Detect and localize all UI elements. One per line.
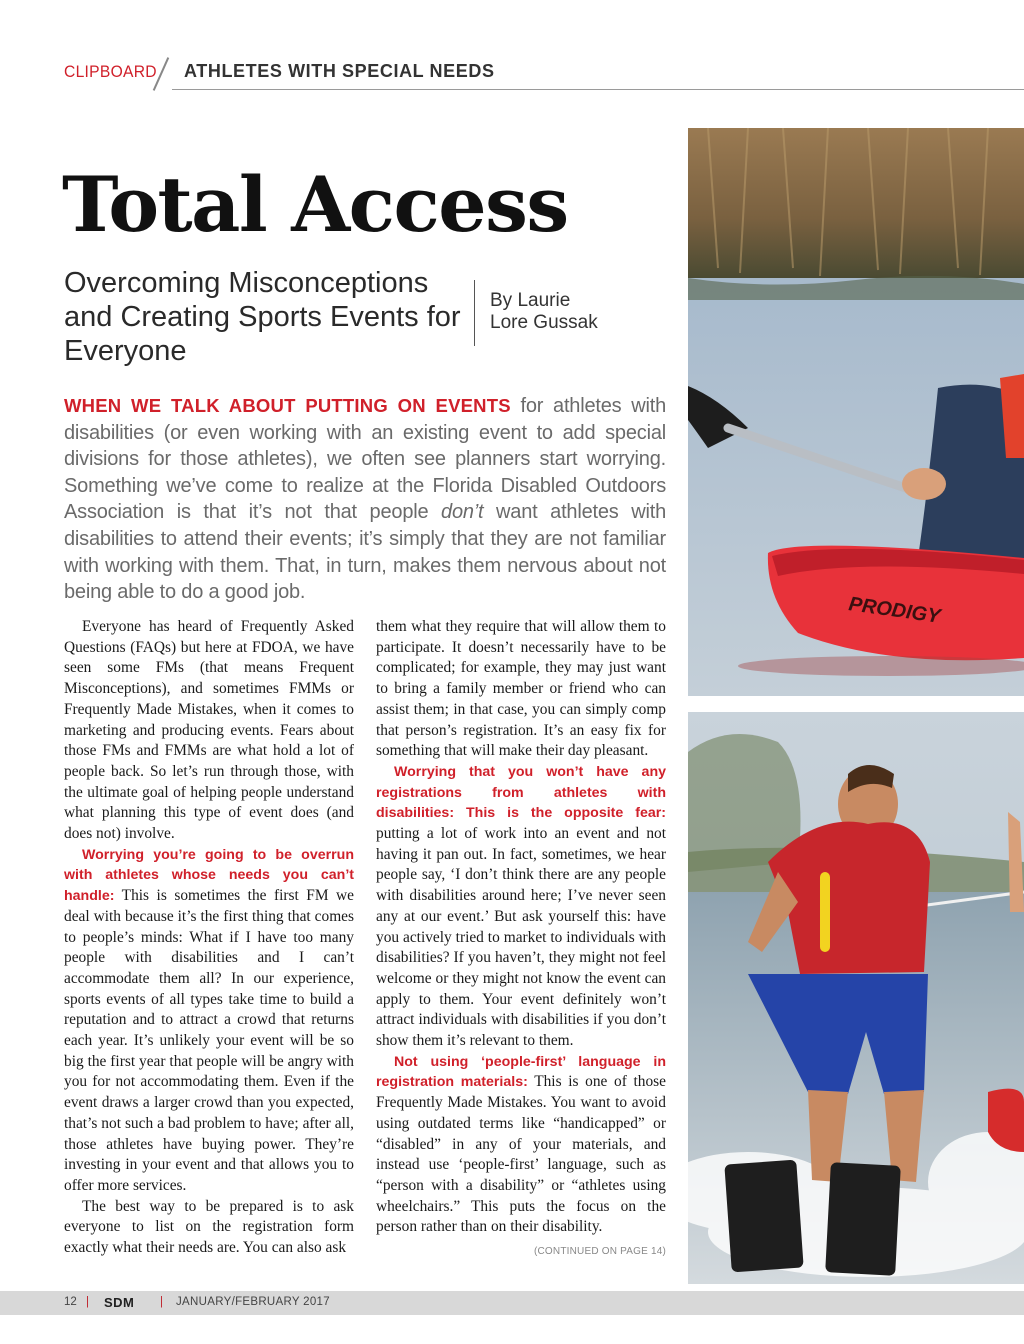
lead-emphasis: don’t [441,501,484,524]
lead-text-1: for athletes with disabilities (or even working with an existing event to add special divisions for those athletes), we often see planners start worrying. Something we’ve come to realize at the Florida Disabled Outdoors Association is that it’s not that people [64,395,666,524]
svg-text:PRODIGY: PRODIGY [847,593,942,628]
kayak-photo-illustration [688,128,1024,696]
footer-separator: | [86,1296,89,1308]
body-paragraph-with-subhead [64,845,354,1197]
body-paragraph: The best way to be prepared is to ask everyone to list on the registration form exactly what their needs are. You can also ask [64,1197,354,1257]
subhead-people-first: Not using ‘people-first’ language in registration materials: [376,1053,666,1091]
body-paragraph-with-subhead [376,762,666,1052]
issue-date: JANUARY/FEBRUARY 2017 [176,1296,330,1308]
section-topic: ATHLETES WITH SPECIAL NEEDS [184,61,495,81]
article-title: Total Access [62,160,568,249]
body-paragraph-with-subhead [376,1052,666,1258]
body-text: This is one of those Frequently Made Mistakes. You want to avoid using outdated terms like “handicapped” or “disabled” in any of your materials, and instead use ‘people-first’ language, such as “person with a disability” or “athletes using wheelchairs.” This puts the focus on the person rather than on their disability. [376,1073,666,1236]
body-paragraph: Everyone has heard of Frequently Asked Questions (FAQs) but here at FDOA, we have seen some FMs (that means Frequent Misconceptions), and sometimes FMMs or Frequently Made Mistakes, when it comes to marketing and producing events. Fears about those FMs and FMMs are what hold a lot of people back. So let’s run through those, with the ultimate goal of helping people understand what planning this type of event does (and does not) involve. [64,618,354,843]
subhead-overrun: Worrying you’re going to be overrun with athletes whose needs you can’t handle: [64,846,354,905]
continued-jump-line: (CONTINUED ON PAGE 14) [533,1246,666,1258]
byline-divider [474,280,475,346]
byline-line-1: By Laurie [490,290,571,311]
body-column-right [376,617,666,1263]
body-column-left [64,617,354,1259]
body-text: putting a lot of work into an event and not having it pan out. In fact, sometimes, we hear people say, ‘I don’t think there are any people with disabilities around here; I’ve never seen any at our event.’ But ask yourself this: have you actively tried to market to individuals with disabilities? If you haven’t, they might not feel welcome or they might not know the event can apply to them. Your event definitely won’t attract individuals with disabilities if you don’t show them it’s relevant to them. [376,825,666,1050]
lead-text-2: want athletes with disabilities to attend their events; it’s simply that they are not familiar with working with them. That, in turn, makes them nervous about not being able to do a good job. [64,501,666,604]
water-ski-photo [688,712,1024,1284]
section-header [64,56,1024,90]
byline [490,290,670,334]
body-paragraph: them what they require that will allow them to participate. It doesn’t necessarily have to be complicated; for example, they may just want to bring a family member or friend who can assist them; in that case, you can simply comp that person’s registration. It’s an easy fix for something that will make their day pleasant. [376,618,666,760]
body-text: This is sometimes the first FM we deal with because it’s the first thing that comes to people’s minds: What if I have too many people with disabilities and I can’t accommodate them all? In our experience, sports events of all types take time to build a reputation and to attract a crowd that returns each year. It’s unlikely your event will be so big the first year that people will be angry with you for not accommodating them. Even if the event draws a larger crowd than you expected, that’s not such a bad problem to have; after all, those athletes have buying power. They’re investing in your event and that allows you to offer more services. [64,887,354,1194]
subhead-no-registrations: Worrying that you won’t have any registrations from athletes with disabilities: This is the opposite fear: [376,763,666,822]
lead-paragraph [64,393,666,606]
article-subtitle: Overcoming Misconceptions and Creating Sports Events for Everyone [64,267,461,367]
lead-kicker: WHEN WE TALK ABOUT PUTTING ON EVENTS [64,395,511,416]
kayak-photo [688,128,1024,696]
byline-line-2: Lore Gussak [490,312,598,333]
magazine-name: SDM [104,1295,135,1310]
footer-separator: | [160,1296,163,1308]
page-number: 12 [64,1296,77,1308]
water-ski-photo-illustration [688,712,1024,1284]
section-label: CLIPBOARD [64,62,157,81]
page-footer [0,1291,1024,1315]
header-rule [172,89,1024,90]
